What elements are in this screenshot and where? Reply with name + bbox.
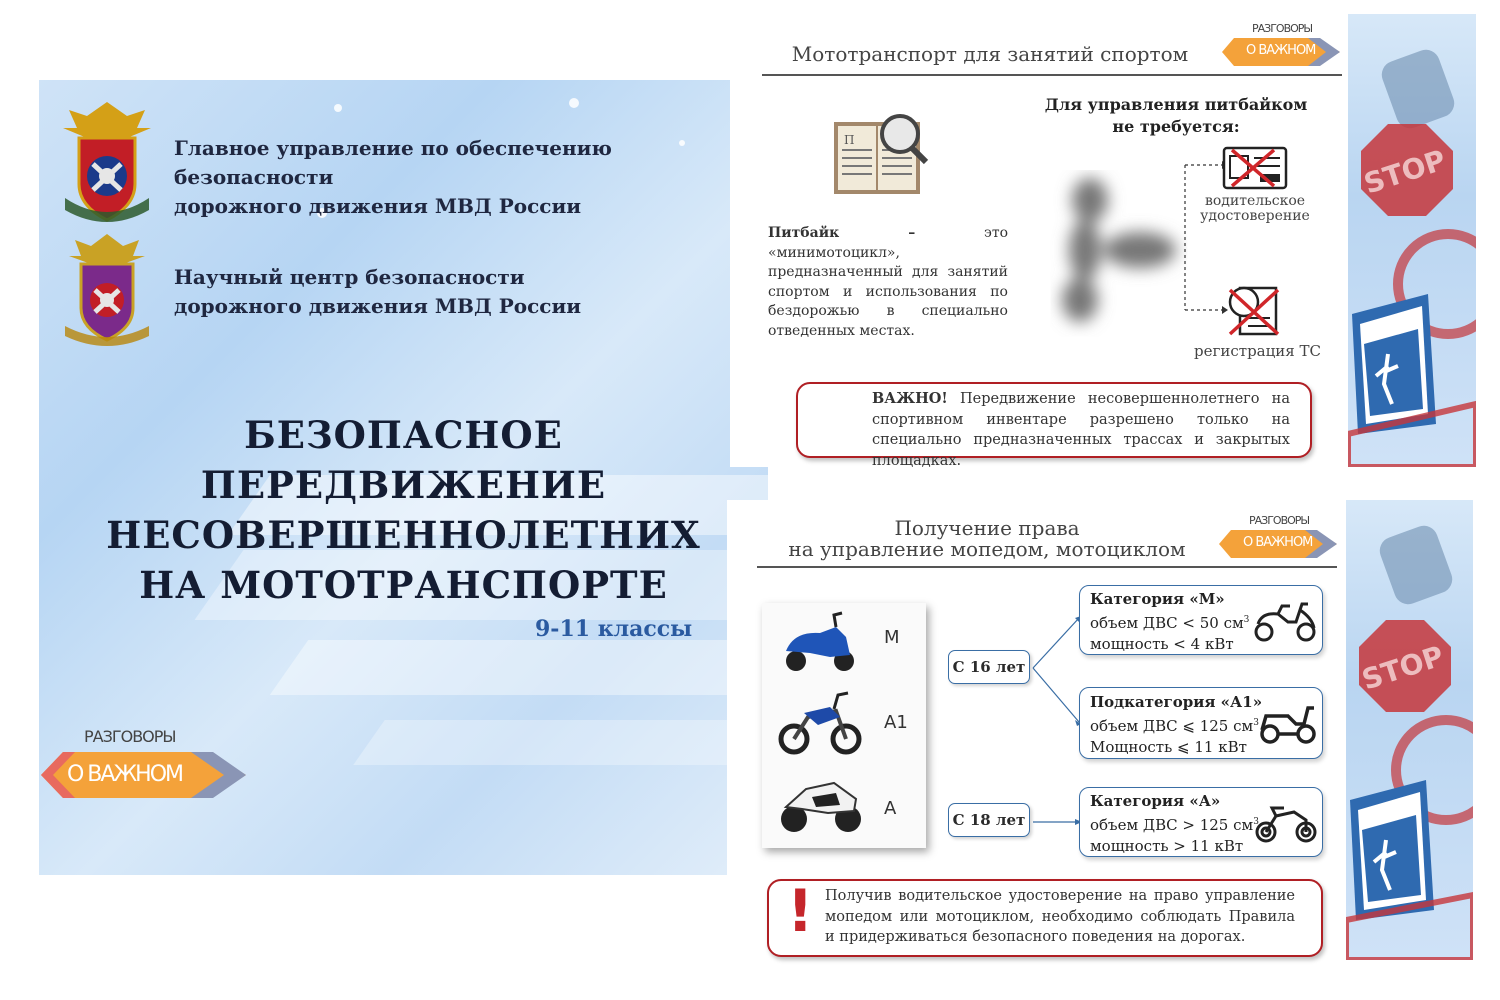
category-m-volume-unit: 3 [1243,615,1250,625]
road-signs-icon [1348,14,1476,467]
sport-slide [730,10,1350,467]
scooter-icon [1252,596,1318,644]
grade-label: 9-11 классы [535,616,693,642]
stop-sign-text: STOP [1358,639,1448,697]
sport-slide-title: Мототранспорт для занятий спортом [791,42,1189,66]
age-18-box: С 18 лет [948,803,1030,837]
important-text [872,389,1290,471]
logo-small-text: РАЗГОВОРЫ [1249,514,1310,527]
category-m-power: мощность < 4 кВт [1090,635,1234,653]
category-a1-volume: объем ДВС ⩽ 125 см [1090,717,1254,735]
category-a-volume-unit: 3 [1253,817,1259,827]
dirtbike-photo-icon [778,687,862,755]
org2-line1: Научный центр безопасности [174,265,525,289]
logo-main-text: О ВАЖНОМ [1243,535,1313,550]
category-a-name: Категория «А» [1090,792,1221,810]
bike-label-a1: A1 [884,712,908,733]
bike-label-a: A [884,798,897,819]
not-required-line1: Для управления питбайком [1044,95,1308,114]
title-line-3: НЕСОВЕРШЕННОЛЕТНИХ [106,513,701,557]
category-a-text [1090,791,1259,857]
category-a-box [1079,787,1323,857]
logo-small-text: РАЗГОВОРЫ [1252,22,1313,35]
logo-main-text: О ВАЖНОМ [1246,43,1316,58]
category-a1-volume-unit: 3 [1253,718,1259,728]
category-a1-box [1079,687,1323,759]
road-signs-icon [1346,500,1473,960]
sport-motorcycle-icon [1254,802,1318,844]
logo-small-text: РАЗГОВОРЫ [84,727,176,746]
org1-name [174,134,768,221]
org2-line2: дорожного движения МВД России [174,294,582,318]
title-divider [757,566,1337,568]
category-a1-power: Мощность ⩽ 11 кВт [1090,738,1247,756]
moped-icon [1258,702,1318,746]
scooter-photo-icon [780,611,860,675]
main-title [39,410,768,610]
research-center-emblem-icon [61,230,153,350]
title-divider [762,74,1342,76]
important-body: Передвижение несовершеннолетнего на спортивном инвентаре разрешено только на специально предназначенных трассах и закрытых площадках. [872,391,1290,469]
license-line1: водительское [1204,193,1306,209]
pitbike-icon [1040,170,1190,340]
not-required-line2: не требуется: [1112,117,1240,136]
important-label: ВАЖНО! [872,390,948,407]
bike-label-m: M [884,627,900,648]
category-m-text [1090,589,1249,655]
category-m-volume: объем ДВС < 50 см [1090,614,1244,632]
category-m-name: Категория «М» [1090,590,1225,608]
pitbike-definition [768,224,1008,341]
exclamation-icon: ! [787,877,814,945]
road-signs-strip-bottom [1346,500,1473,960]
bike-examples-card [762,603,926,848]
category-a1-name: Подкатегория «А1» [1090,693,1263,711]
pitbike-term: Питбайк – [768,225,916,241]
sportbike-photo-icon [776,763,866,837]
category-a-power: мощность > 11 кВт [1090,837,1244,855]
logo-main-text: О ВАЖНОМ [67,762,182,787]
warning-text: Получив водительское удостоверение на право управление мопедом или мотоциклом, необходимо соблюдать Правила и придерживаться безопасного поведения на дорогах. [825,888,1295,945]
category-a-volume: объем ДВС > 125 см [1090,816,1254,834]
org1-line2: дорожного движения МВД России [174,194,582,218]
registration-label: регистрация ТС [1194,342,1321,360]
license-slide-title [777,518,1197,560]
org2-name [174,263,581,321]
driver-license-icon [1222,146,1288,190]
category-connectors [1027,600,1087,840]
category-a1-text [1090,692,1262,758]
not-required-heading [1030,94,1322,138]
pitbike-definition-text: это «минимотоцикл», предназначенный для занятий спортом и использования по бездорожью в специально отведенных местах. [768,225,1008,339]
title-slide [39,80,768,875]
category-m-box [1079,585,1323,655]
stop-sign-text: STOP [1360,143,1450,201]
age-16-box: С 16 лет [948,650,1030,684]
license-title-line1: Получение права [894,516,1080,540]
title-line-4: НА МОТОТРАНСПОРТЕ [139,563,668,607]
org1-line1: Главное управление по обеспечению безопасности [174,136,612,189]
title-line-1: БЕЗОПАСНОЕ [244,413,563,457]
warning-box [767,879,1323,957]
book-magnifier-icon [830,110,932,202]
gibdd-emblem-icon [57,98,157,228]
license-label [1190,194,1320,224]
title-line-2: ПЕРЕДВИЖЕНИЕ [200,463,607,507]
road-signs-strip-top [1348,14,1476,467]
license-line2: удостоверение [1200,208,1310,224]
svg-text:П: П [844,133,855,147]
important-box [796,382,1312,469]
license-title-line2: на управление мопедом, мотоциклом [788,537,1186,561]
vehicle-registration-icon [1222,282,1284,338]
